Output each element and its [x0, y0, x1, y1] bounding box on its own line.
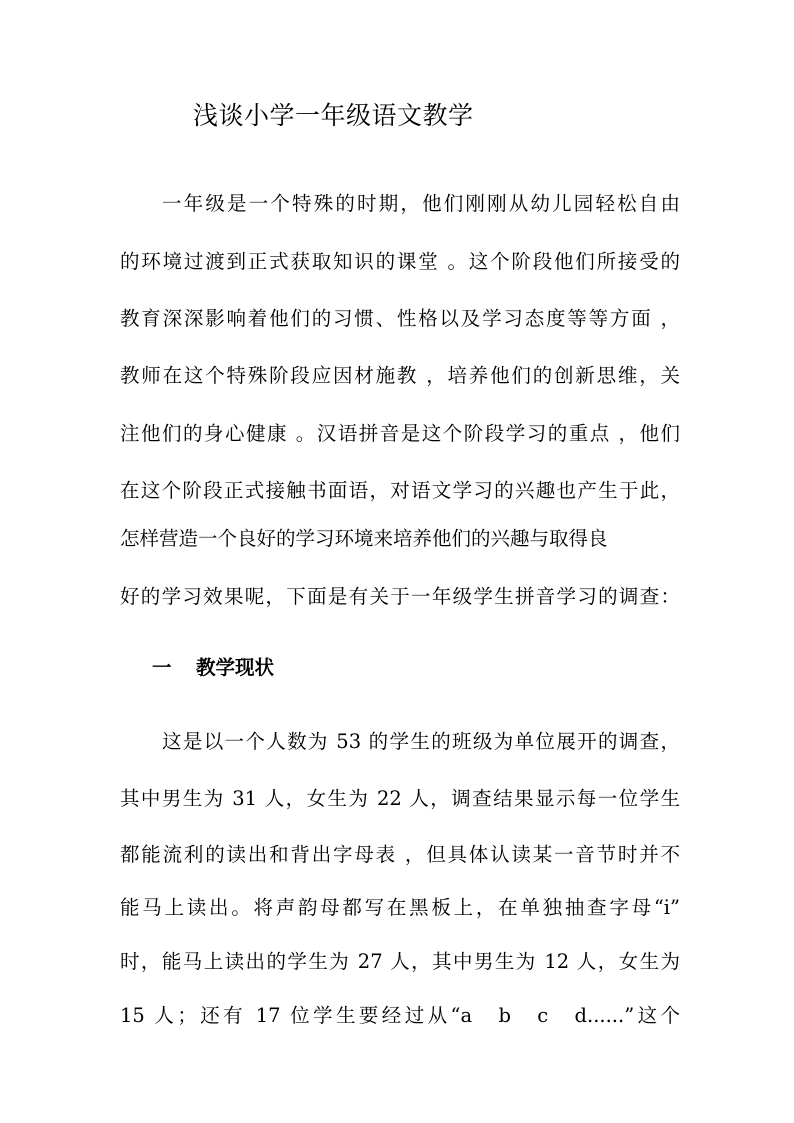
document-title: 浅谈小学一年级语文教学: [193, 101, 474, 130]
paragraph-line: 教育深深影响着他们的习惯、性格以及学习态度等等方面 ，: [120, 307, 680, 330]
paragraph-line: 时，能马上读出的学生为 27 人，其中男生为 12 人，女生为: [120, 950, 680, 973]
section-heading: [152, 652, 274, 680]
paragraph-line: 其中男生为 31 人，女生为 22 人，调查结果显示每一位学生: [120, 787, 680, 810]
paragraph-line: 教师在这个特殊阶段应因材施教 ，培养他们的创新思维，关: [120, 364, 680, 387]
paragraph-line: 的环境过渡到正式获取知识的课堂 。这个阶段他们所接受的: [120, 250, 680, 273]
paragraph-line: 能马上读出。将声韵母都写在黑板上，在单独抽查字母“i”: [120, 896, 680, 919]
section-title: 教学现状: [196, 656, 275, 679]
paragraph-line: 在这个阶段正式接触书面语，对语文学习的兴趣也产生于此，: [120, 479, 680, 502]
paragraph-line: 注他们的身心健康 。汉语拼音是这个阶段学习的重点 ，他们: [120, 422, 680, 445]
paragraph-line: 一年级是一个特殊的时期，他们刚刚从幼儿园轻松自由: [162, 192, 680, 215]
paragraph-line: 15 人；还有 17 位学生要经过从“a b c d......”这个: [120, 1004, 680, 1027]
paragraph-line: 都能流利的读出和背出字母表 ，但具体认读某一音节时并不: [120, 843, 680, 866]
section-number: 一: [152, 656, 172, 679]
paragraph-line: 怎样营造一个良好的学习环境来培养他们的兴趣与取得良: [120, 527, 608, 550]
paragraph-line: 好的学习效果呢，下面是有关于一年级学生拼音学习的调查：: [120, 585, 680, 608]
paragraph-line: 这是以一个人数为 53 的学生的班级为单位展开的调查，: [162, 730, 680, 753]
